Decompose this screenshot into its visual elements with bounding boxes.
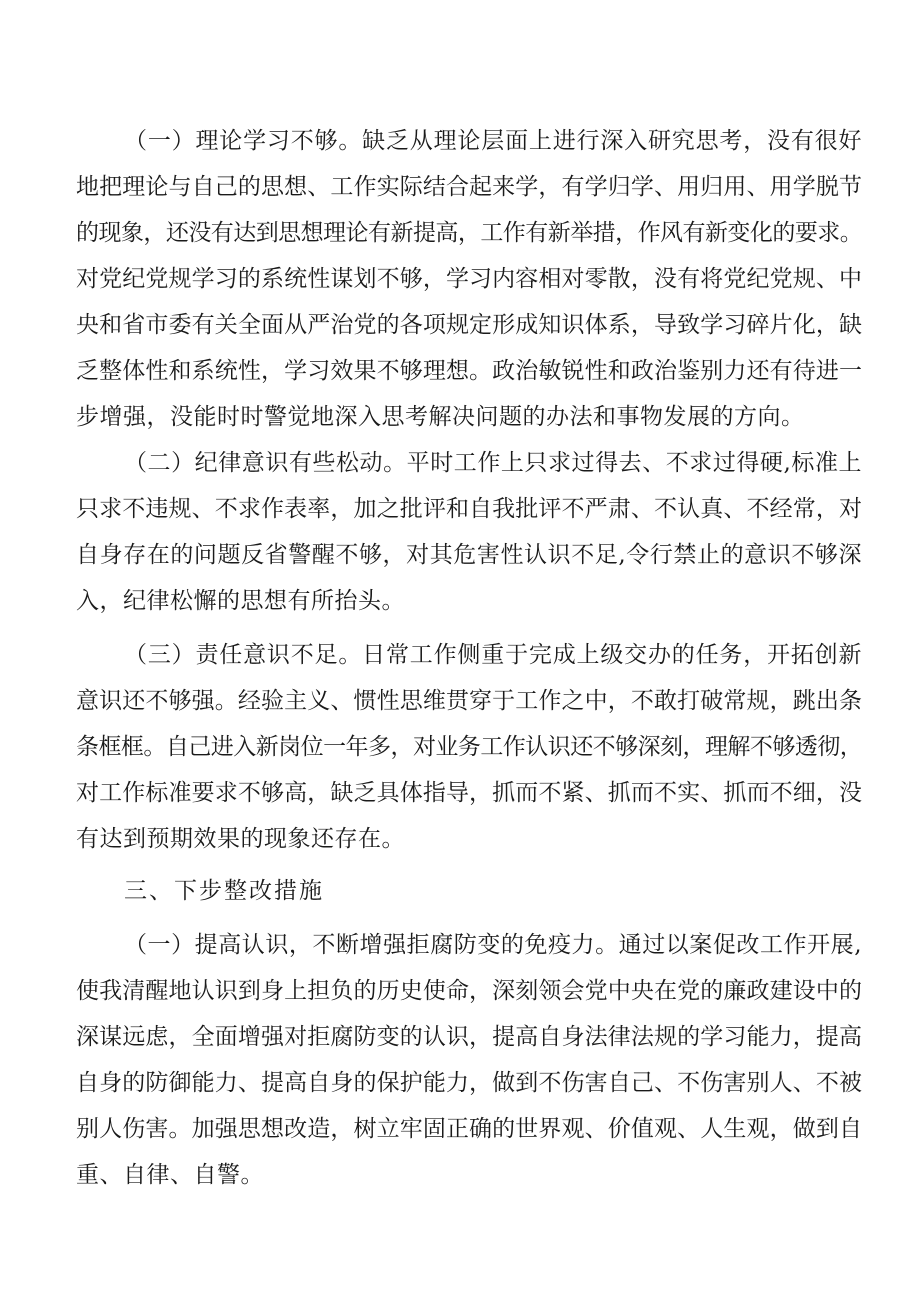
paragraph-line: 条框框。自己进入新岗位一年多，对业务工作认识还不够深刻，理解不够透彻，	[76, 734, 862, 760]
paragraph-line: 步增强，没能时时警觉地深入思考解决问题的办法和事物发展的方向。	[76, 404, 805, 430]
paragraph-line: 央和省市委有关全面从严治党的各项规定形成知识体系，导致学习碎片化，缺	[76, 312, 862, 338]
paragraph-line: 的现象，还没有达到思想理论有新提高，工作有新举措，作风有新变化的要求。	[76, 220, 862, 246]
paragraph-line: 有达到预期效果的现象还存在。	[76, 826, 405, 852]
paragraph-line: （一）理论学习不够。缺乏从理论层面上进行深入研究思考，没有很好	[124, 128, 862, 154]
paragraph-line: 使我清醒地认识到身上担负的历史使命，深刻领会党中央在党的廉政建设中的	[76, 978, 862, 1004]
paragraph-line: （三）责任意识不足。日常工作侧重于完成上级交办的任务，开拓创新	[124, 642, 862, 668]
paragraph-line: 自身存在的问题反省警醒不够，对其危害性认识不足,令行禁止的意识不够深	[76, 542, 862, 568]
paragraph-line: （一）提高认识，不断增强拒腐防变的免疫力。通过以案促改工作开展,	[124, 932, 862, 958]
paragraph-line: 地把理论与自己的思想、工作实际结合起来学，有学归学、用归用、用学脱节	[76, 174, 862, 200]
paragraph-line: 重、自律、自警。	[76, 1162, 264, 1188]
section-heading: 三、下步整改措施	[124, 878, 324, 904]
paragraph-line: 对党纪党规学习的系统性谋划不够，学习内容相对零散，没有将党纪党规、中	[76, 266, 862, 292]
paragraph-line: 对工作标准要求不够高，缺乏具体指导，抓而不紧、抓而不实、抓而不细，没	[76, 780, 862, 806]
paragraph-line: 意识还不够强。经验主义、惯性思维贯穿于工作之中，不敢打破常规，跳出条	[76, 688, 862, 714]
paragraph-line: 入，纪律松懈的思想有所抬头。	[76, 588, 405, 614]
paragraph-line: 只求不违规、不求作表率，加之批评和自我批评不严肃、不认真、不经常，对	[76, 496, 862, 522]
paragraph-line: 乏整体性和系统性，学习效果不够理想。政治敏锐性和政治鉴别力还有待进一	[76, 358, 862, 384]
paragraph-line: 深谋远虑，全面增强对拒腐防变的认识，提高自身法律法规的学习能力，提高	[76, 1024, 862, 1050]
paragraph-line: 别人伤害。加强思想改造，树立牢固正确的世界观、价值观、人生观，做到自	[76, 1116, 862, 1142]
paragraph-line: 自身的防御能力、提高自身的保护能力，做到不伤害自己、不伤害别人、不被	[76, 1070, 862, 1096]
paragraph-line: （二）纪律意识有些松动。平时工作上只求过得去、不求过得硬,标准上	[124, 450, 862, 476]
